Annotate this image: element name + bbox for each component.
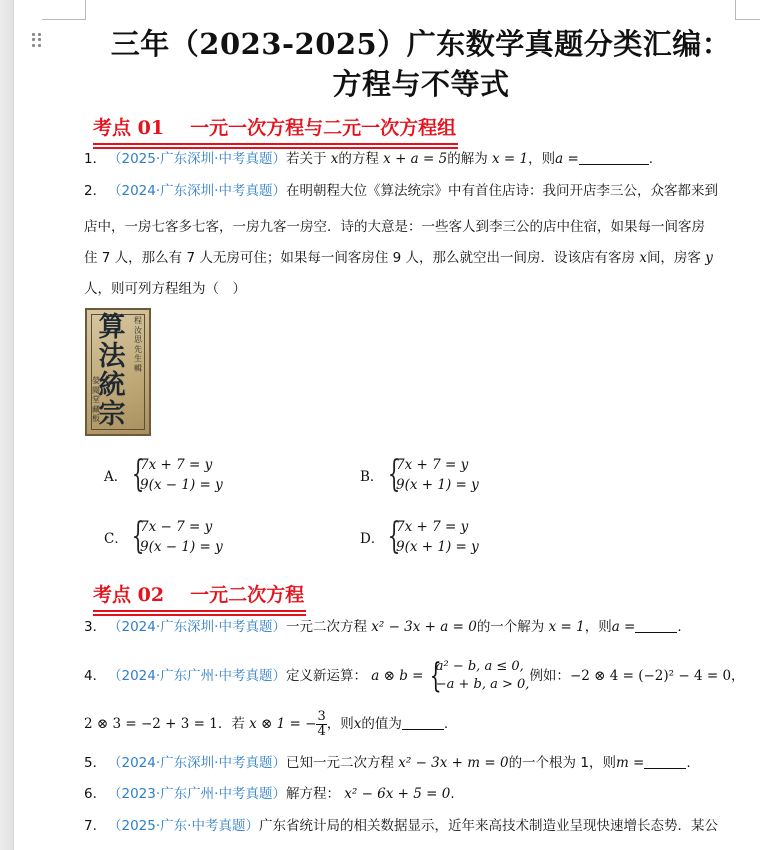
option-label: D． [360,531,385,547]
text: 广东省统计局的相关数据显示，近年来高技术制造业呈现快速增长态势．某公 [258,818,718,834]
question-number: 4． [84,668,107,684]
book-author: 程汝思先生輯 [134,316,142,373]
question-number: 2． [84,183,107,199]
math-expr: a = [555,151,579,167]
text: 的值为 [361,716,402,732]
question-source: （2025·广东·中考真题） [108,818,259,834]
text: 若关于 [285,151,327,167]
equation: 7x + 7 = y [140,457,213,473]
math-expr: x ⊗ 1 = − [249,716,317,732]
question-2-line2: 店中，一房七客多七客，一房九客一房空．诗的大意是：一些客人到李三公的店中住宿，如果每一间客房 [84,219,705,235]
text: ， [731,668,745,684]
question-number: 7． [84,818,107,834]
equation: 7x + 7 = y [396,457,469,473]
answer-blank[interactable] [579,151,649,165]
text: 定义新运算： [285,668,367,684]
section-number: 考点 02 [93,584,165,606]
brace-icon: { [131,516,145,557]
question-source: （2024·广东广州·中考真题） [108,668,286,684]
text: ，则 [584,619,612,635]
text: . [686,755,691,771]
question-source: （2023·广东广州·中考真题） [108,786,286,802]
question-source: （2024·广东深圳·中考真题） [108,755,286,771]
section-heading-01 [93,113,458,149]
option-label: B． [360,469,384,485]
case-row: −a + b, a > 0, [435,677,530,692]
math-var: x [353,716,362,732]
document-title-line1: 三年（2023-2025）广东数学真题分类汇编： [110,27,732,61]
math-expr: x² − 6x + 5 = 0 [344,786,451,802]
question-5 [84,755,691,771]
section-name: 一元一次方程与二元一次方程组 [190,117,457,139]
question-2-line4: 人，则可列方程组为（ ） [84,281,246,297]
left-gutter [0,0,14,850]
question-source: （2025·广东深圳·中考真题） [108,151,286,167]
question-2-line3 [84,246,713,266]
numerator: 3 [317,708,326,724]
option-label: C． [104,531,128,547]
brace-icon: { [387,454,401,495]
answer-blank[interactable] [644,755,686,769]
section-heading-02 [93,580,306,616]
math-expr: m = [615,755,645,771]
text: ，则 [528,151,556,167]
question-4-line2 [84,708,448,740]
math-expr: x² − 3x + m = 0 [398,755,509,771]
question-source: （2024·广东深圳·中考真题） [108,619,286,635]
equation: 7x + 7 = y [396,519,469,535]
brace-icon: { [387,516,401,557]
text: . [450,786,455,802]
equation: 9(x − 1) = y [140,477,223,493]
equation: 9(x − 1) = y [140,539,223,555]
math-expr: 2 ⊗ 3 = −2 + 3 = 1 [84,716,218,732]
option-c[interactable] [104,517,223,557]
text: 间，房客 [646,250,701,266]
text: 的一个解为 [476,619,545,635]
fraction [316,710,326,739]
answer-blank[interactable] [635,619,677,633]
option-label: A． [104,469,128,485]
question-7 [84,818,718,834]
text: ，则 [326,716,354,732]
brace-icon: { [131,454,145,495]
math-var: x [639,250,647,266]
section-number: 考点 01 [93,117,165,139]
text: 例如： [529,668,570,684]
question-number: 6． [84,786,107,802]
question-3 [84,619,682,635]
math-expr: x² − 3x + a = 0 [371,619,477,635]
equation: 9(x + 1) = y [396,477,479,493]
text: 住 7 人，那么有 7 人无房可住；如果每一间客房住 9 人，那么就空出一间房．设该店有客房 [84,250,636,266]
math-expr: x = 1 [492,151,529,167]
math-expr: x + a = 5 [383,151,448,167]
question-2-line1 [84,183,718,199]
section-name: 一元二次方程 [190,584,305,606]
text: 解方程： [285,786,340,802]
book-publisher: 嫈閱堂藏板 [92,376,100,423]
book-cover-image [85,308,151,436]
text: . [648,151,654,167]
text: 在明朝程大位《算法统宗》中有首住店诗：我问开店李三公，众客都来到 [285,183,718,199]
piecewise-definition [428,658,530,694]
document-title-line2: 方程与不等式 [332,67,510,101]
question-1 [84,151,653,167]
math-var: y [705,250,713,266]
math-var: x [330,151,339,167]
answer-blank[interactable] [402,716,444,730]
question-number: 1． [84,151,107,167]
text: . [443,716,449,732]
case-row: a² − b, a ≤ 0, [435,659,524,674]
text: 一元二次方程 [285,619,367,635]
book-title: 算法統宗 [98,312,126,430]
question-number: 5． [84,755,107,771]
question-4-line1 [84,654,745,698]
drag-handle-icon[interactable] [32,33,40,47]
math-expr: a = [611,619,636,635]
option-a[interactable] [104,455,223,495]
question-source: （2024·广东深圳·中考真题） [108,183,286,199]
text: 的解为 [447,151,488,167]
option-b[interactable] [360,455,479,495]
math-expr: a ⊗ b = [371,668,424,684]
brace-icon: { [429,656,442,696]
equation: 9(x + 1) = y [396,539,479,555]
option-d[interactable] [360,517,479,557]
question-number: 3． [84,619,107,635]
text: 的方程 [338,151,379,167]
question-6 [84,786,455,802]
text: . [677,619,682,635]
math-expr: x = 1 [548,619,585,635]
crop-mark-top-right [735,0,760,20]
denominator: 4 [317,723,326,739]
text: 已知一元二次方程 [285,755,394,771]
text: 的一个根为 1，则 [508,755,616,771]
text: ．若 [217,716,245,732]
math-expr: −2 ⊗ 4 = (−2)² − 4 = 0 [569,668,732,684]
equation: 7x − 7 = y [140,519,213,535]
crop-mark-top-left [42,0,86,20]
